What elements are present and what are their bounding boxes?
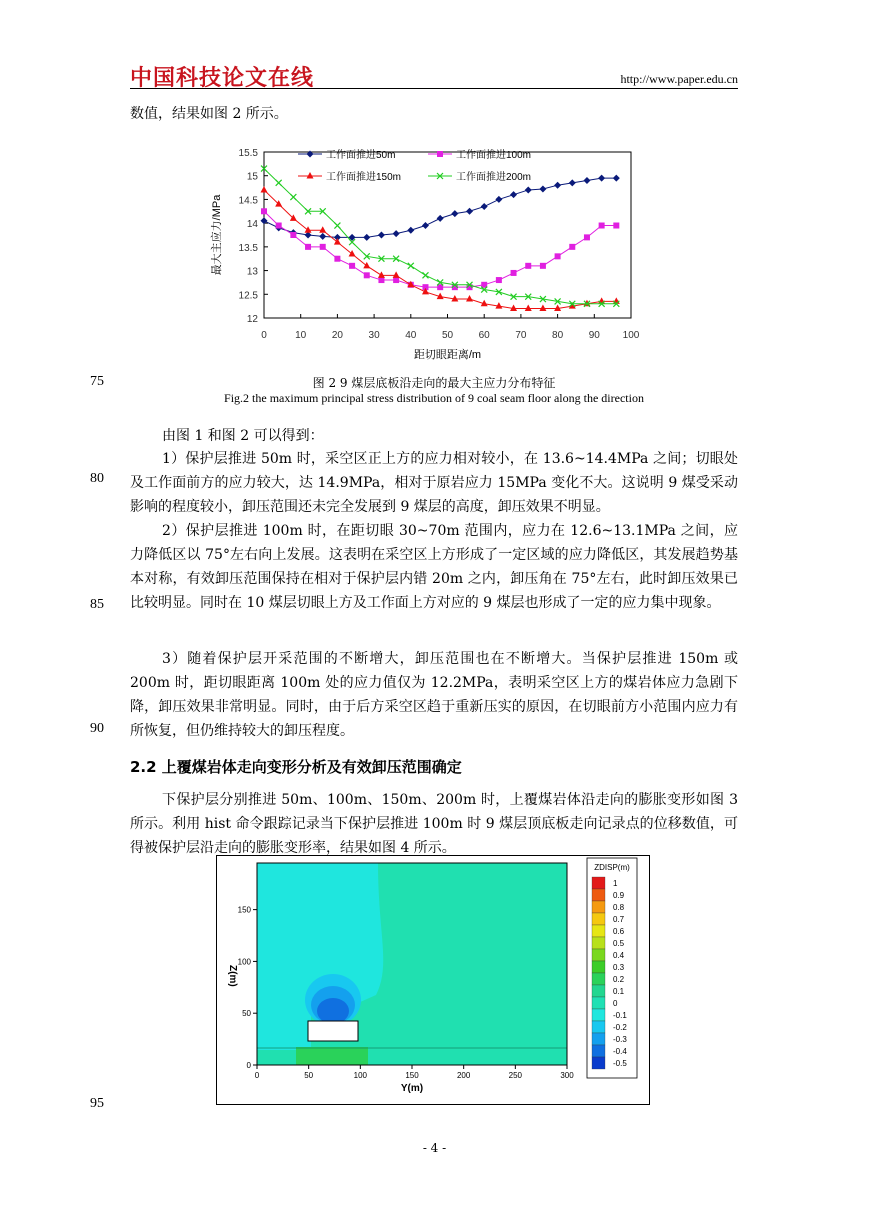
colorbar-swatch — [592, 1009, 605, 1021]
data-point — [422, 272, 428, 278]
chart-legend — [298, 148, 531, 183]
legend-marker — [437, 151, 443, 157]
series-line — [264, 190, 616, 309]
colorbar-swatch — [592, 901, 605, 913]
page-number: - 4 - — [422, 1141, 447, 1155]
x-tick-label: 300 — [560, 1071, 574, 1080]
colorbar-label: 0 — [613, 999, 618, 1008]
data-point — [393, 277, 399, 283]
section-title: 2.2 上覆煤岩体走向变形分析及有效卸压范围确定 — [130, 758, 462, 776]
data-point — [363, 262, 370, 268]
colorbar-title: ZDISP(m) — [594, 863, 630, 872]
data-point — [393, 230, 400, 237]
x-tick-label: 40 — [405, 330, 417, 341]
data-point — [378, 277, 384, 283]
colorbar-swatch — [592, 937, 605, 949]
data-point — [349, 250, 356, 257]
data-point — [539, 305, 546, 312]
legend-label: 工作面推进150m — [326, 172, 402, 183]
colorbar-swatch — [592, 949, 605, 961]
data-point — [305, 244, 311, 250]
data-point — [393, 271, 400, 278]
figure3-y-label: Z(m) — [227, 965, 238, 987]
colorbar-label: 0.7 — [613, 915, 625, 924]
y-tick-label: 13.5 — [238, 242, 258, 254]
data-point — [334, 256, 340, 262]
data-point — [422, 222, 429, 229]
y-tick-label: 14.5 — [238, 195, 258, 207]
paragraph-3: 3）随着保护层开采范围的不断增大，卸压范围也在不断增大。当保护层推进 150m 或 200m 时，距切眼距离 100m 处的应力值仅为 12.2MPa，表明采空区上方的煤岩体应力急剧下降，卸压效果非常明显。同时，由于后方采空区趋于重新压实的原因，在切眼前方小范围内应力有所恢复，但仍维持较大的卸压程度。 — [130, 651, 738, 739]
colorbar-label: 0.8 — [613, 903, 625, 912]
data-point — [437, 215, 444, 222]
data-point — [363, 234, 370, 241]
displacement-contour-figure — [216, 855, 650, 1105]
paragraph-2: 2）保护层推进 100m 时，在距切眼 30~70m 范围内，应力在 12.6~13.1MPa 之间，应力降低区以 75°左右向上发展。这表明在采空区上方形成了一定区域的应力降低区，其发展趋势基本对称，有效卸压范围保持在相对于保护层内错 20m 之内，卸压角在 75°左右，此时卸压效果已比较明显。同时在 10 煤层切眼上方及工作面上方对应的 9 煤层也形成了一定的应力集中现象。 — [130, 523, 738, 611]
data-point — [583, 177, 590, 184]
data-point — [319, 233, 326, 240]
colorbar-swatch — [592, 1033, 605, 1045]
x-tick-label: 150 — [405, 1071, 419, 1080]
colorbar-label: 0.5 — [613, 939, 625, 948]
data-point — [496, 277, 502, 283]
data-point — [364, 272, 370, 278]
legend-label: 工作面推进50m — [326, 150, 396, 161]
x-axis-label: 距切眼距离/m — [413, 349, 482, 361]
colorbar-label: 0.3 — [613, 963, 625, 972]
x-tick-label: 0 — [261, 330, 267, 341]
colorbar-swatch — [592, 1021, 605, 1033]
colorbar-swatch — [592, 889, 605, 901]
data-point — [320, 244, 326, 250]
y-tick-label: 50 — [242, 1009, 251, 1019]
colorbar-label: 0.4 — [613, 951, 625, 960]
colorbar-label: 0.9 — [613, 891, 625, 900]
header-rule — [130, 88, 738, 89]
data-point — [525, 305, 532, 312]
data-point — [276, 223, 282, 229]
series-line — [264, 178, 616, 237]
data-point — [290, 232, 296, 238]
paragraph-0: 由图 1 和图 2 可以得到： — [162, 428, 324, 444]
colorbar-label: 0.2 — [613, 975, 625, 984]
data-point — [407, 227, 414, 234]
x-tick-label: 20 — [331, 330, 343, 341]
data-point — [525, 263, 531, 269]
x-tick-label: 200 — [456, 1071, 471, 1080]
data-point — [451, 210, 458, 217]
colorbar-swatch — [592, 925, 605, 937]
y-tick-label: 14 — [246, 219, 258, 231]
data-point — [349, 263, 355, 269]
figure3-x-label: Y(m) — [400, 1083, 424, 1094]
figure2-caption-cn: 图 2 9 煤层底板沿走向的最大主应力分布特征 — [312, 376, 556, 390]
data-point — [261, 208, 267, 214]
data-point — [569, 244, 575, 250]
legend-label: 工作面推进100m — [456, 150, 532, 161]
x-tick-label: 90 — [588, 330, 600, 341]
y-tick-label: 100 — [237, 957, 251, 967]
series-1 — [261, 175, 620, 241]
data-point — [378, 232, 385, 239]
data-point — [319, 226, 326, 233]
data-point — [510, 191, 517, 198]
colorbar-swatch — [592, 985, 605, 997]
colorbar-swatch — [592, 973, 605, 985]
x-tick-label: 50 — [304, 1071, 314, 1080]
legend-label: 工作面推进200m — [456, 172, 532, 183]
contour-plot — [257, 863, 567, 1065]
colorbar-label: -0.2 — [613, 1023, 627, 1032]
data-point — [613, 175, 620, 182]
x-tick-label: 0 — [254, 1071, 260, 1080]
colorbar-swatch — [592, 1045, 605, 1057]
colorbar-swatch — [592, 877, 605, 889]
paragraph-4: 下保护层分别推进 50m、100m、150m、200m 时，上覆煤岩体沿走向的膨胀变形如图 3 所示。利用 hist 命令跟踪记录当下保护层推进 100m 时 9 煤层顶底板走向记录点的位移数值，可得被保护层沿走向的膨胀变形率，结果如图 4 所示。 — [130, 792, 738, 856]
data-point — [290, 194, 296, 200]
x-tick-label: 50 — [441, 330, 454, 341]
data-point — [584, 234, 590, 240]
data-point — [466, 295, 473, 302]
plot-frame — [264, 152, 631, 318]
journal-url[interactable]: http://www.paper.edu.cn — [620, 72, 738, 86]
data-point — [378, 271, 385, 278]
data-point — [481, 203, 488, 210]
line-number-85: 85 — [90, 597, 104, 612]
journal-logo: 中国科技论文在线 — [130, 66, 315, 91]
stress-chart — [210, 140, 650, 365]
colorbar-label: -0.1 — [613, 1011, 627, 1020]
x-tick-label: 10 — [295, 330, 307, 341]
x-tick-label: 100 — [353, 1071, 368, 1080]
data-point — [540, 263, 546, 269]
line-number-80: 80 — [90, 471, 104, 486]
line-number-90: 90 — [90, 721, 104, 736]
data-point — [408, 263, 414, 269]
y-tick-label: 13 — [246, 266, 258, 278]
colorbar-label: 0.6 — [613, 927, 625, 936]
colorbar-label: -0.3 — [613, 1035, 627, 1044]
line-number-95: 95 — [90, 1096, 104, 1111]
line-number-75: 75 — [90, 374, 104, 389]
y-tick-label: 12 — [246, 314, 258, 325]
data-point — [599, 223, 605, 229]
y-tick-label: 150 — [237, 905, 251, 915]
y-tick-label: 0 — [246, 1061, 251, 1070]
paragraph-1: 1）保护层推进 50m 时，采空区正上方的应力相对较小，在 13.6~14.4MPa 之间；切眼处及工作面前方的应力较大，达 14.9MPa，相对于原岩应力 15MPa 变化不大。这说明 9 煤受采动影响的程度较小，卸压范围还未完全发展到 9 煤层的高度，卸压效果不明显。 — [130, 451, 738, 515]
intro-line: 数值，结果如图 2 所示。 — [130, 106, 288, 122]
data-point — [466, 208, 473, 215]
colorbar-label: -0.5 — [613, 1059, 627, 1068]
y-tick-label: 15 — [246, 171, 258, 183]
colorbar-label: -0.4 — [613, 1047, 627, 1056]
data-point — [525, 186, 532, 193]
data-point — [261, 186, 268, 193]
data-point — [334, 223, 340, 229]
x-tick-label: 250 — [508, 1071, 523, 1080]
data-point — [511, 270, 517, 276]
colorbar-label: 1 — [613, 879, 618, 888]
data-point — [276, 180, 282, 186]
colorbar-swatch — [592, 961, 605, 973]
x-tick-label: 60 — [478, 330, 490, 341]
data-point — [539, 185, 546, 192]
data-point — [334, 238, 341, 245]
colorbar-swatch — [592, 997, 605, 1009]
y-tick-label: 12.5 — [238, 290, 258, 302]
x-tick-label: 100 — [622, 330, 640, 341]
y-axis-label: 最大主应力/MPa — [211, 194, 223, 276]
data-point — [495, 196, 502, 203]
x-tick-label: 80 — [552, 330, 564, 341]
data-point — [305, 226, 312, 233]
colorbar-label: 0.1 — [613, 987, 625, 996]
x-tick-label: 70 — [515, 330, 527, 341]
data-point — [598, 175, 605, 182]
data-point — [613, 223, 619, 229]
series-line — [264, 211, 616, 287]
y-tick-label: 15.5 — [238, 148, 258, 159]
colorbar-swatch — [592, 1057, 605, 1069]
data-point — [569, 179, 576, 186]
series-3 — [261, 186, 620, 311]
data-point — [554, 182, 561, 189]
legend-marker — [307, 172, 314, 179]
data-point — [555, 253, 561, 259]
x-tick-label: 30 — [368, 330, 380, 341]
figure2-caption-en: Fig.2 the maximum principal stress distribution of 9 coal seam floor along the direction — [224, 391, 644, 405]
colorbar-swatch — [592, 913, 605, 925]
